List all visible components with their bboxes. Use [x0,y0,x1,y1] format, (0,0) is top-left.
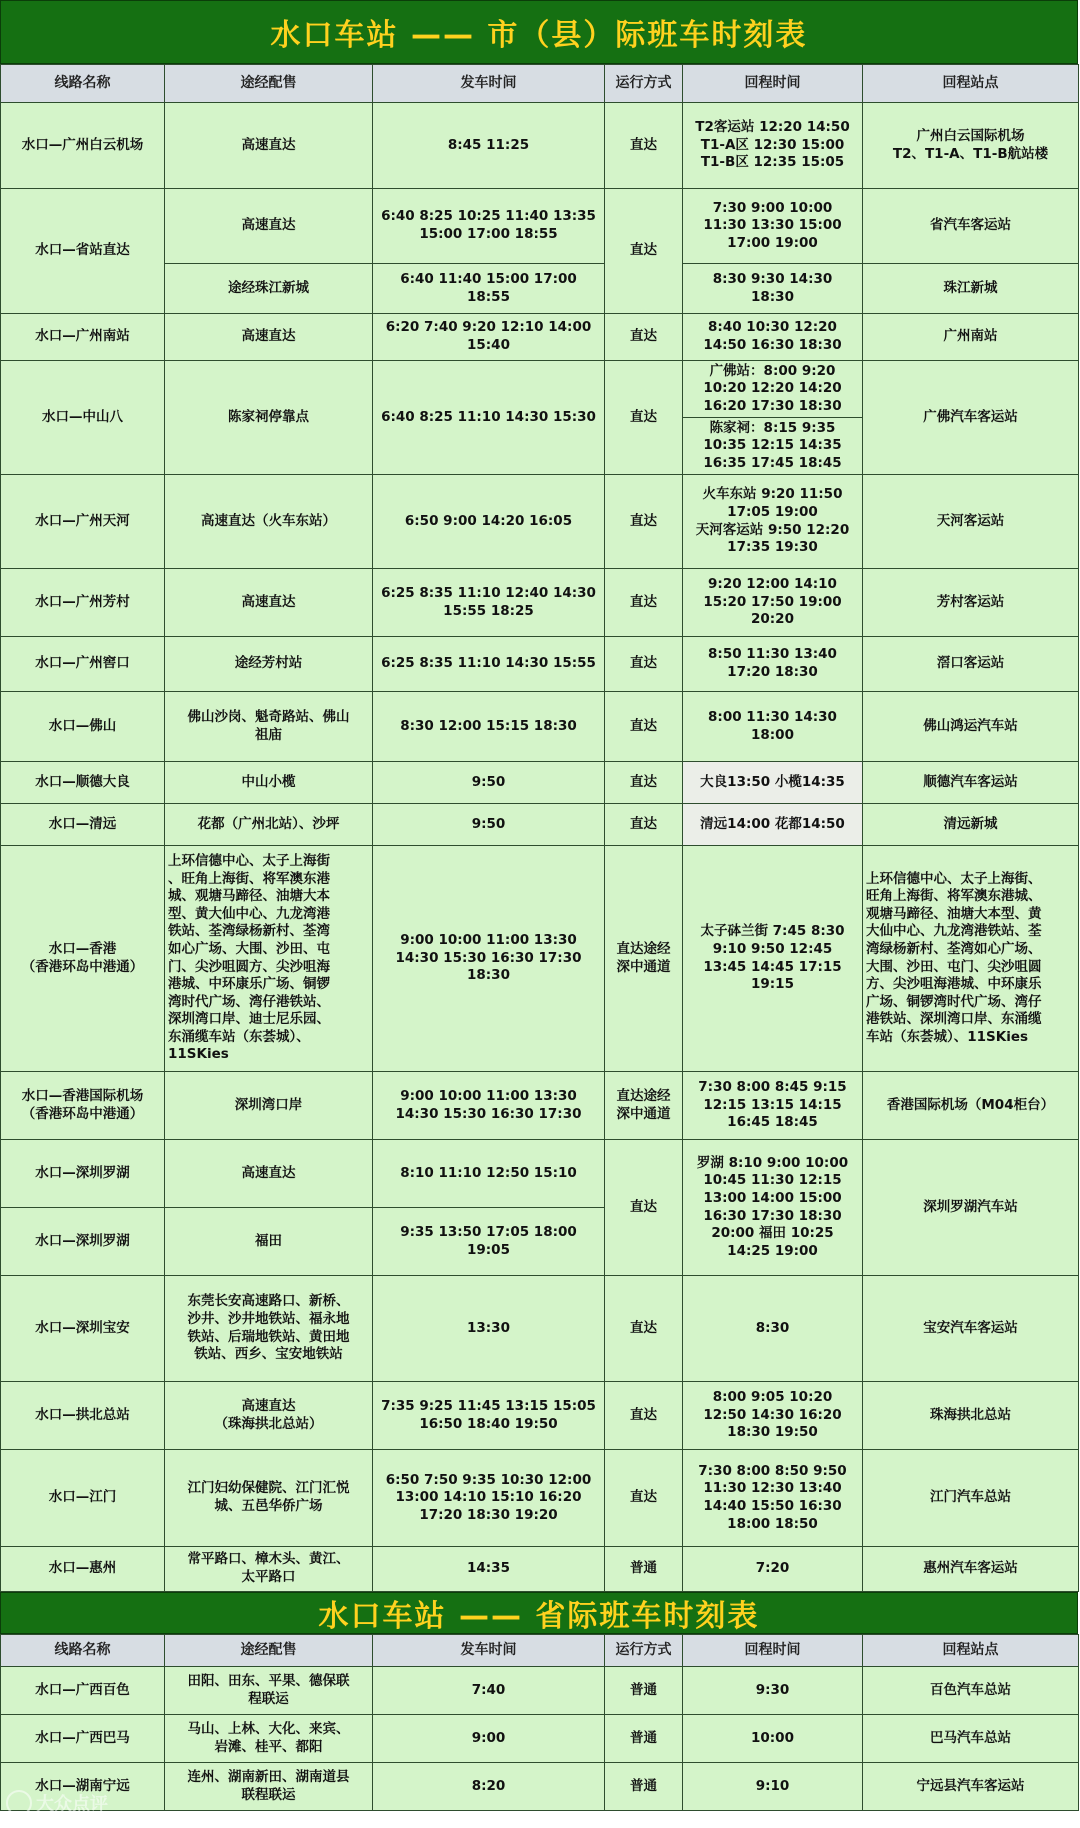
route-name: 水口—香港国际机场 （香港环岛中港通） [1,1072,165,1140]
route-name: 水口—拱北总站 [1,1382,165,1450]
route-name: 水口—佛山 [1,692,165,762]
depart-times: 9:00 [373,1715,605,1763]
header-return-station: 回程站点 [863,1635,1079,1667]
run-mode: 普通 [605,1763,683,1811]
via-stops: 马山、上林、大化、来宾、 岩滩、桂平、都阳 [165,1715,373,1763]
run-mode: 直达 [605,762,683,804]
run-mode: 普通 [605,1547,683,1592]
title-banner-province [0,1592,1078,1634]
return-station: 广州白云国际机场 T2、T1-A、T1-B航站楼 [863,103,1079,189]
via-stops: 高速直达 [165,1140,373,1208]
return-station: 广佛汽车客运站 [863,361,1079,475]
route-name: 水口—深圳宝安 [1,1276,165,1382]
run-mode: 直达 [605,692,683,762]
return-times: 9:10 [683,1763,863,1811]
route-name: 水口—清远 [1,804,165,846]
via-stops: 深圳湾口岸 [165,1072,373,1140]
table-row [1,804,1079,846]
depart-times: 7:35 9:25 11:45 13:15 15:05 16:50 18:40 19:50 [373,1382,605,1450]
return-station: 百色汽车总站 [863,1667,1079,1715]
watermark-logo-icon [6,1790,32,1816]
via-stops: 高速直达 [165,103,373,189]
province-timetable [0,1634,1079,1811]
return-station: 深圳罗湖汽车站 [863,1140,1079,1276]
table-row [1,189,1079,264]
return-station: 天河客运站 [863,475,1079,569]
via-stops: 高速直达 [165,189,373,264]
table-row [1,846,1079,1072]
return-station: 巴马汽车总站 [863,1715,1079,1763]
depart-times: 9:00 10:00 11:00 13:30 14:30 15:30 16:30 17:30 [373,1072,605,1140]
return-station: 香港国际机场（M04柜台） [863,1072,1079,1140]
return-times: 火车东站 9:20 11:50 17:05 19:00 天河客运站 9:50 12:20 17:35 19:30 [683,475,863,569]
header-via: 途经配售 [165,1635,373,1667]
table-row [1,637,1079,692]
via-stops: 高速直达 （珠海拱北总站） [165,1382,373,1450]
return-times: 大良13:50 小榄14:35 [683,762,863,804]
route-name: 水口—广西巴马 [1,1715,165,1763]
run-mode: 直达 [605,189,683,314]
depart-times: 9:50 [373,804,605,846]
via-stops: 常平路口、樟木头、黄江、 太平路口 [165,1547,373,1592]
depart-times: 6:50 7:50 9:35 10:30 12:00 13:00 14:10 15:10 16:20 17:20 18:30 19:20 [373,1450,605,1547]
return-times: 广佛站：8:00 9:20 10:20 12:20 14:20 16:20 17:30 18:30 [683,361,863,418]
via-stops: 福田 [165,1208,373,1276]
header-return-station: 回程站点 [863,65,1079,103]
table-row [1,1450,1079,1547]
return-times: 清远14:00 花都14:50 [683,804,863,846]
return-station: 芳村客运站 [863,569,1079,637]
route-name: 水口—中山八 [1,361,165,475]
table-row [1,692,1079,762]
return-station: 宝安汽车客运站 [863,1276,1079,1382]
route-name: 水口—广州天河 [1,475,165,569]
depart-times: 6:25 8:35 11:10 12:40 14:30 15:55 18:25 [373,569,605,637]
return-times: 8:50 11:30 13:40 17:20 18:30 [683,637,863,692]
run-mode: 普通 [605,1715,683,1763]
route-name: 水口—顺德大良 [1,762,165,804]
depart-times: 6:20 7:40 9:20 12:10 14:00 15:40 [373,314,605,361]
depart-times: 9:00 10:00 11:00 13:30 14:30 15:30 16:30 17:30 18:30 [373,846,605,1072]
table-row [1,475,1079,569]
return-times: 8:30 [683,1276,863,1382]
header-via: 途经配售 [165,65,373,103]
run-mode: 直达 [605,1382,683,1450]
via-stops: 高速直达 [165,314,373,361]
return-station: 佛山鸿运汽车站 [863,692,1079,762]
run-mode: 直达 [605,1140,683,1276]
table-row [1,1276,1079,1382]
run-mode: 直达途经 深中通道 [605,846,683,1072]
via-stops: 高速直达 [165,569,373,637]
route-name: 水口—广州南站 [1,314,165,361]
run-mode: 直达 [605,1276,683,1382]
return-times: 太子砵兰街 7:45 8:30 9:10 9:50 12:45 13:45 14:45 17:15 19:15 [683,846,863,1072]
return-station: 顺德汽车客运站 [863,762,1079,804]
watermark [6,1790,108,1816]
via-stops: 途经芳村站 [165,637,373,692]
table-row [1,1715,1079,1763]
return-times: 7:30 9:00 10:00 11:30 13:30 15:00 17:00 19:00 [683,189,863,264]
table-row [1,1547,1079,1592]
via-stops: 田阳、田东、平果、德保联 程联运 [165,1667,373,1715]
table-row [1,762,1079,804]
return-station: 省汽车客运站 [863,189,1079,264]
depart-times: 6:40 8:25 11:10 14:30 15:30 [373,361,605,475]
return-times: 7:20 [683,1547,863,1592]
return-station: 珠江新城 [863,264,1079,314]
return-times: 9:20 12:00 14:10 15:20 17:50 19:00 20:20 [683,569,863,637]
table-row [1,1072,1079,1140]
via-stops: 高速直达（火车东站） [165,475,373,569]
depart-times: 8:45 11:25 [373,103,605,189]
run-mode: 直达途经 深中通道 [605,1072,683,1140]
return-times: 10:00 [683,1715,863,1763]
return-station: 宁远县汽车客运站 [863,1763,1079,1811]
table-row [1,1382,1079,1450]
run-mode: 直达 [605,804,683,846]
return-times: 8:00 9:05 10:20 12:50 14:30 16:20 18:30 19:50 [683,1382,863,1450]
route-name: 水口—香港 （香港环岛中港通） [1,846,165,1072]
watermark-text: 大众点评 [36,1794,108,1815]
return-times: 罗湖 8:10 9:00 10:00 10:45 11:30 12:15 13:00 14:00 15:00 16:30 17:30 18:30 20:00 福田 10:25 14:25 19:00 [683,1140,863,1276]
route-name: 水口—省站直达 [1,189,165,314]
depart-times: 6:25 8:35 11:10 14:30 15:55 [373,637,605,692]
title-banner-city [0,0,1078,64]
depart-times: 6:40 8:25 10:25 11:40 13:35 15:00 17:00 18:55 [373,189,605,264]
header-route: 线路名称 [1,65,165,103]
run-mode: 普通 [605,1667,683,1715]
depart-times: 9:35 13:50 17:05 18:00 19:05 [373,1208,605,1276]
header-mode: 运行方式 [605,1635,683,1667]
route-name: 水口—深圳罗湖 [1,1208,165,1276]
return-times: 陈家祠：8:15 9:35 10:35 12:15 14:35 16:35 17:45 18:45 [683,418,863,475]
return-station: 上环信德中心、太子上海街、 旺角上海街、将军澳东港城、 观塘马蹄径、油塘大本型、黄 大仙中心、九龙湾港铁站、荃 湾绿杨新村、荃湾如心广场、 大围、沙田、屯门、尖沙咀圆 方、尖沙咀海港城、中环康乐 广场、铜锣湾时代广场、湾仔 港铁站、深圳湾口岸、东涌缆 车站（东荟城）、11SKies [863,846,1079,1072]
via-stops: 江门妇幼保健院、江门汇悦 城、五邑华侨广场 [165,1450,373,1547]
table-row [1,1667,1079,1715]
return-times: 7:30 8:00 8:45 9:15 12:15 13:15 14:15 16:45 18:45 [683,1072,863,1140]
via-stops: 东莞长安高速路口、新桥、 沙井、沙井地铁站、福永地 铁站、后瑞地铁站、黄田地 铁站、西乡、宝安地铁站 [165,1276,373,1382]
return-times: 7:30 8:00 8:50 9:50 11:30 12:30 13:40 14:40 15:50 16:30 18:00 18:50 [683,1450,863,1547]
run-mode: 直达 [605,314,683,361]
via-stops: 陈家祠停靠点 [165,361,373,475]
header-row [1,1635,1079,1667]
depart-times: 8:20 [373,1763,605,1811]
title-city: 水口车站 —— 市（县）际班车时刻表 [270,18,808,53]
run-mode: 直达 [605,1450,683,1547]
run-mode: 直达 [605,361,683,475]
via-stops: 中山小榄 [165,762,373,804]
return-station: 惠州汽车客运站 [863,1547,1079,1592]
depart-times: 14:35 [373,1547,605,1592]
via-stops: 途经珠江新城 [165,264,373,314]
return-times: 8:40 10:30 12:20 14:50 16:30 18:30 [683,314,863,361]
return-station: 滘口客运站 [863,637,1079,692]
route-name: 水口—广州白云机场 [1,103,165,189]
run-mode: 直达 [605,569,683,637]
depart-times: 6:40 11:40 15:00 17:00 18:55 [373,264,605,314]
header-return: 回程时间 [683,1635,863,1667]
header-route: 线路名称 [1,1635,165,1667]
depart-times: 8:30 12:00 15:15 18:30 [373,692,605,762]
title-province: 水口车站 —— 省际班车时刻表 [318,1599,760,1634]
route-name: 水口—湖南宁远 [1,1763,165,1811]
table-row [1,361,1079,418]
return-station: 清远新城 [863,804,1079,846]
run-mode: 直达 [605,637,683,692]
return-station: 江门汽车总站 [863,1450,1079,1547]
header-mode: 运行方式 [605,65,683,103]
return-times: 8:30 9:30 14:30 18:30 [683,264,863,314]
header-row [1,65,1079,103]
return-times: 9:30 [683,1667,863,1715]
route-name: 水口—惠州 [1,1547,165,1592]
return-station: 广州南站 [863,314,1079,361]
table-row [1,314,1079,361]
depart-times: 8:10 11:10 12:50 15:10 [373,1140,605,1208]
return-times: 8:00 11:30 14:30 18:00 [683,692,863,762]
depart-times: 13:30 [373,1276,605,1382]
route-name: 水口—江门 [1,1450,165,1547]
depart-times: 7:40 [373,1667,605,1715]
depart-times: 9:50 [373,762,605,804]
depart-times: 6:50 9:00 14:20 16:05 [373,475,605,569]
route-name: 水口—广西百色 [1,1667,165,1715]
header-return: 回程时间 [683,65,863,103]
header-depart: 发车时间 [373,1635,605,1667]
table-row [1,569,1079,637]
table-row [1,1140,1079,1208]
run-mode: 直达 [605,475,683,569]
via-stops: 连州、湖南新田、湖南道县 联程联运 [165,1763,373,1811]
via-stops: 佛山沙岗、魁奇路站、佛山 祖庙 [165,692,373,762]
return-times: T2客运站 12:20 14:50 T1-A区 12:30 15:00 T1-B区 12:35 15:05 [683,103,863,189]
city-timetable [0,64,1079,1592]
route-name: 水口—广州芳村 [1,569,165,637]
table-row [1,1763,1079,1811]
via-stops: 上环信德中心、太子上海街 、旺角上海街、将军澳东港 城、观塘马蹄径、油塘大本 型、黄大仙中心、九龙湾港 铁站、荃湾绿杨新村、荃湾 如心广场、大围、沙田、屯 门、尖沙咀圆方、尖沙咀海 港城、中环康乐广场、铜锣 湾时代广场、湾仔港铁站、 深圳湾口岸、迪士尼乐园、 东涌缆车站（东荟城）、 11SKies [165,846,373,1072]
route-name: 水口—广州窖口 [1,637,165,692]
table-row [1,103,1079,189]
route-name: 水口—深圳罗湖 [1,1140,165,1208]
run-mode: 直达 [605,103,683,189]
return-station: 珠海拱北总站 [863,1382,1079,1450]
via-stops: 花都（广州北站）、沙坪 [165,804,373,846]
header-depart: 发车时间 [373,65,605,103]
